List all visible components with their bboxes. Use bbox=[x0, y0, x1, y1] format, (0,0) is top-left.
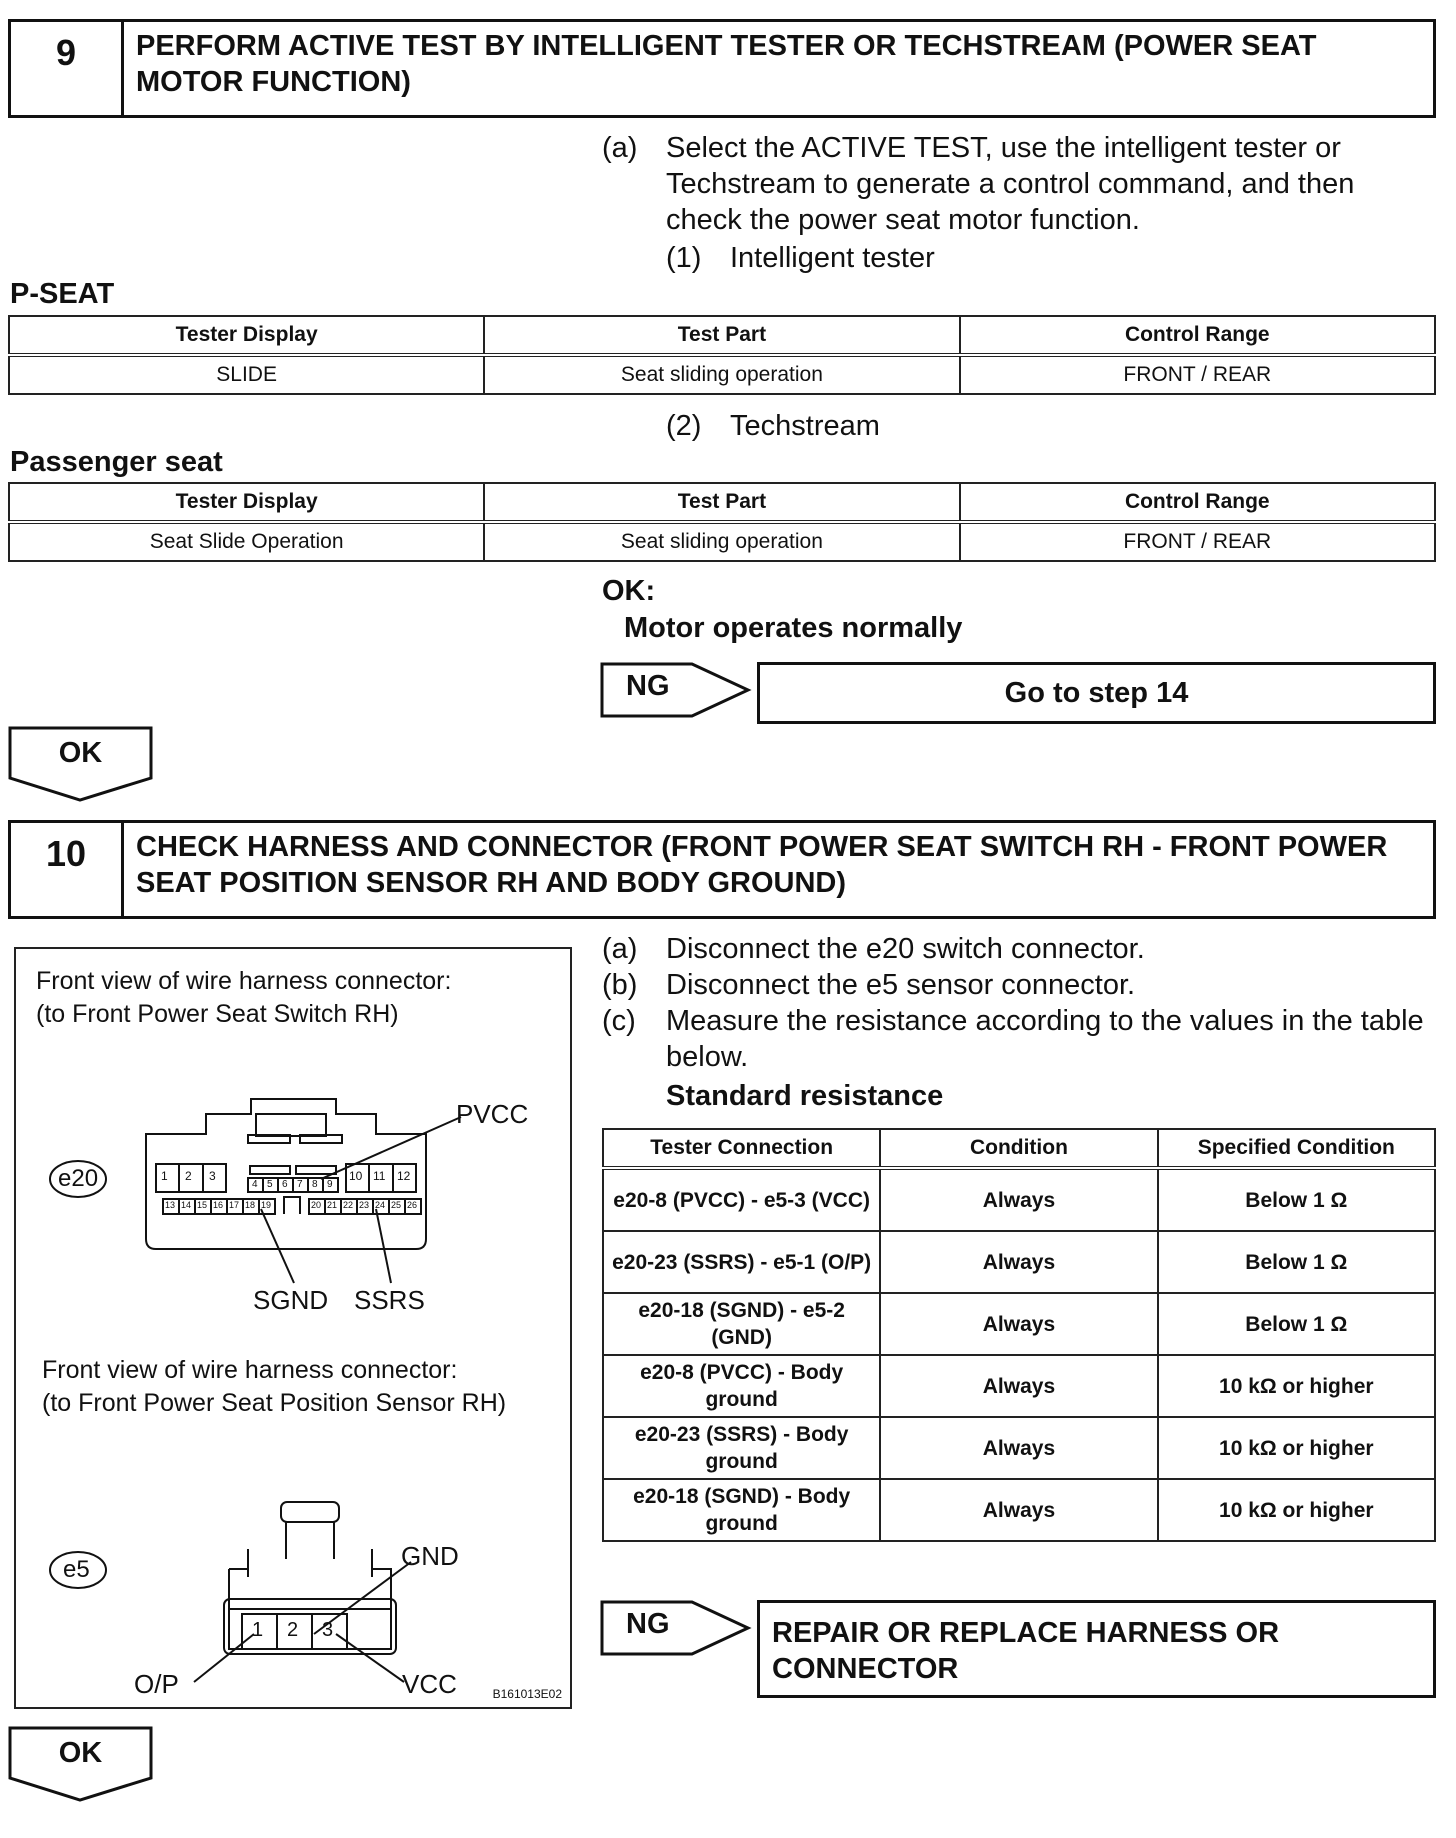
resistance-table bbox=[602, 1128, 1436, 1542]
table-header: Condition bbox=[880, 1129, 1157, 1168]
sub-instruction-2 bbox=[666, 408, 1066, 444]
table-header: Control Range bbox=[960, 483, 1435, 522]
pin-label: 21 bbox=[327, 1200, 338, 1210]
table-cell: Always bbox=[880, 1417, 1157, 1479]
figure-id: B161013E02 bbox=[492, 1687, 562, 1701]
sub-instruction-1 bbox=[666, 240, 1066, 276]
diagram-caption: (to Front Power Seat Switch RH) bbox=[36, 1000, 399, 1028]
table-cell: Seat Slide Operation bbox=[9, 522, 484, 561]
pin-label: 15 bbox=[197, 1200, 208, 1210]
table-cell: e20-23 (SSRS) - e5-1 (O/P) bbox=[603, 1231, 880, 1293]
connector-diagram bbox=[14, 947, 572, 1709]
pin-label: 9 bbox=[327, 1179, 333, 1190]
pin-label: 1 bbox=[252, 1619, 264, 1641]
step-number: 10 bbox=[11, 823, 124, 916]
ng-label: NG bbox=[626, 1608, 670, 1640]
table-header: Specified Condition bbox=[1158, 1129, 1435, 1168]
instruction-b bbox=[602, 967, 1442, 1003]
table-row bbox=[603, 1293, 1435, 1355]
table-header: Test Part bbox=[484, 316, 959, 355]
instruction-a bbox=[602, 130, 1442, 240]
step-title: PERFORM ACTIVE TEST BY INTELLIGENT TESTER OR TECHSTREAM (POWER SEAT MOTOR FUNCTION) bbox=[136, 30, 1317, 98]
table-cell: FRONT / REAR bbox=[960, 355, 1435, 394]
table-cell: e20-8 (PVCC) - Body ground bbox=[603, 1355, 880, 1417]
ok-label: OK bbox=[58, 1737, 103, 1769]
pin-label: 17 bbox=[229, 1200, 240, 1210]
pin-label: 13 bbox=[165, 1200, 176, 1210]
ok-label: OK bbox=[58, 737, 103, 769]
ok-next-button[interactable] bbox=[8, 1726, 153, 1802]
sub-text: Intelligent tester bbox=[730, 242, 935, 274]
pin-label: 20 bbox=[311, 1200, 322, 1210]
table-cell: SLIDE bbox=[9, 355, 484, 394]
table-cell: 10 kΩ or higher bbox=[1158, 1417, 1435, 1479]
pin-label: 14 bbox=[181, 1200, 192, 1210]
table-row bbox=[603, 1231, 1435, 1293]
standard-resistance-label: Standard resistance bbox=[666, 1080, 944, 1112]
pin-label: 2 bbox=[185, 1169, 192, 1183]
table-row bbox=[9, 355, 1435, 394]
pin-name-op: O/P bbox=[134, 1669, 179, 1699]
ng-label: NG bbox=[626, 670, 670, 702]
step-9-header bbox=[8, 19, 1436, 118]
table-header: Tester Connection bbox=[603, 1129, 880, 1168]
pin-label: 3 bbox=[322, 1619, 334, 1641]
connector-id-e5: e5 bbox=[63, 1556, 90, 1583]
table-cell: 10 kΩ or higher bbox=[1158, 1479, 1435, 1541]
table-header: Control Range bbox=[960, 316, 1435, 355]
pin-label: 16 bbox=[213, 1200, 224, 1210]
instruction-label: (c) bbox=[602, 1005, 636, 1037]
ng-result-text[interactable]: REPAIR OR REPLACE HARNESS OR CONNECTOR bbox=[772, 1617, 1280, 1685]
instruction-text: Measure the resistance according to the values in the table below. bbox=[666, 1005, 1424, 1073]
pin-name-vcc: VCC bbox=[402, 1669, 457, 1699]
pin-label: 22 bbox=[343, 1200, 354, 1210]
pin-label: 18 bbox=[245, 1200, 256, 1210]
ng-arrow-icon bbox=[600, 662, 752, 718]
ng-result-box bbox=[757, 1600, 1436, 1698]
pin-label: 3 bbox=[209, 1169, 216, 1183]
ng-arrow bbox=[600, 662, 752, 718]
step-title: CHECK HARNESS AND CONNECTOR (FRONT POWER SEAT SWITCH RH - FRONT POWER SEAT POSITION SENSOR RH AND BODY GROUND) bbox=[136, 831, 1388, 899]
table-header: Test Part bbox=[484, 483, 959, 522]
pin-label: 6 bbox=[282, 1179, 288, 1190]
instruction-c bbox=[602, 1003, 1442, 1075]
pin-name-gnd: GND bbox=[401, 1541, 459, 1571]
table-cell: 10 kΩ or higher bbox=[1158, 1355, 1435, 1417]
table-cell: e20-18 (SGND) - e5-2 (GND) bbox=[603, 1293, 880, 1355]
pin-name-sgnd: SGND bbox=[253, 1285, 329, 1315]
pin-label: 10 bbox=[349, 1169, 363, 1183]
section-label-p-seat: P-SEAT bbox=[10, 278, 115, 310]
pin-label: 19 bbox=[261, 1200, 272, 1210]
section-label-passenger-seat: Passenger seat bbox=[10, 446, 223, 478]
pin-label: 12 bbox=[397, 1169, 411, 1183]
step-number: 9 bbox=[11, 22, 124, 115]
instruction-text: Select the ACTIVE TEST, use the intelligent tester or Techstream to generate a control command, and then check the power seat motor function. bbox=[666, 132, 1355, 236]
ng-result-box bbox=[757, 662, 1436, 724]
sub-label: (1) bbox=[666, 242, 702, 274]
table-cell: Always bbox=[880, 1168, 1157, 1231]
ok-next-button[interactable] bbox=[8, 726, 153, 802]
table-cell: Always bbox=[880, 1293, 1157, 1355]
table-row bbox=[9, 522, 1435, 561]
table-cell: e20-18 (SGND) - Body ground bbox=[603, 1479, 880, 1541]
table-cell: e20-23 (SSRS) - Body ground bbox=[603, 1417, 880, 1479]
table-row bbox=[603, 1168, 1435, 1231]
pin-label: 8 bbox=[312, 1179, 318, 1190]
table-header: Tester Display bbox=[9, 483, 484, 522]
pin-label: 7 bbox=[297, 1179, 303, 1190]
pin-label: 5 bbox=[267, 1179, 273, 1190]
connector-id-e20: e20 bbox=[58, 1165, 99, 1192]
table-cell: FRONT / REAR bbox=[960, 522, 1435, 561]
pin-label: 1 bbox=[161, 1169, 168, 1183]
table-cell: Always bbox=[880, 1231, 1157, 1293]
diagram-caption: (to Front Power Seat Position Sensor RH) bbox=[42, 1389, 507, 1417]
ok-criteria-text: Motor operates normally bbox=[624, 612, 963, 644]
pin-label: 25 bbox=[391, 1200, 402, 1210]
instruction-text: Disconnect the e5 sensor connector. bbox=[666, 969, 1136, 1001]
table-cell: Seat sliding operation bbox=[484, 355, 959, 394]
pin-label: 24 bbox=[375, 1200, 386, 1210]
table-cell: Below 1 Ω bbox=[1158, 1293, 1435, 1355]
table-row bbox=[603, 1479, 1435, 1541]
table-cell: Seat sliding operation bbox=[484, 522, 959, 561]
table-cell: Below 1 Ω bbox=[1158, 1168, 1435, 1231]
table-cell: Always bbox=[880, 1479, 1157, 1541]
table-cell: Always bbox=[880, 1355, 1157, 1417]
ng-arrow bbox=[600, 1600, 752, 1656]
pin-label: 26 bbox=[407, 1200, 418, 1210]
pin-label: 2 bbox=[287, 1619, 299, 1641]
pin-label: 23 bbox=[359, 1200, 370, 1210]
pin-name-pvcc: PVCC bbox=[456, 1099, 529, 1129]
diagram-caption: Front view of wire harness connector: bbox=[42, 1356, 458, 1384]
ng-arrow-icon bbox=[600, 1600, 752, 1656]
instruction-label: (a) bbox=[602, 132, 638, 164]
sub-label: (2) bbox=[666, 410, 702, 442]
table-cell: e20-8 (PVCC) - e5-3 (VCC) bbox=[603, 1168, 880, 1231]
instruction-text: Disconnect the e20 switch connector. bbox=[666, 933, 1145, 965]
pin-label: 4 bbox=[252, 1179, 258, 1190]
ok-criteria-label: OK: bbox=[602, 575, 656, 607]
table-header: Tester Display bbox=[9, 316, 484, 355]
step-10-header bbox=[8, 820, 1436, 919]
connector-drawing bbox=[16, 949, 570, 1707]
instruction-label: (a) bbox=[602, 933, 638, 965]
active-test-table-tester bbox=[8, 315, 1436, 395]
sub-text: Techstream bbox=[730, 410, 880, 442]
pin-label: 11 bbox=[373, 1169, 386, 1183]
ng-result-text[interactable]: Go to step 14 bbox=[1004, 677, 1189, 709]
diagram-caption: Front view of wire harness connector: bbox=[36, 967, 452, 995]
instruction-a bbox=[602, 931, 1442, 967]
table-row bbox=[603, 1417, 1435, 1479]
active-test-table-techstream bbox=[8, 482, 1436, 562]
table-cell: Below 1 Ω bbox=[1158, 1231, 1435, 1293]
table-row bbox=[603, 1355, 1435, 1417]
instruction-label: (b) bbox=[602, 969, 638, 1001]
pin-name-ssrs: SSRS bbox=[354, 1285, 425, 1315]
